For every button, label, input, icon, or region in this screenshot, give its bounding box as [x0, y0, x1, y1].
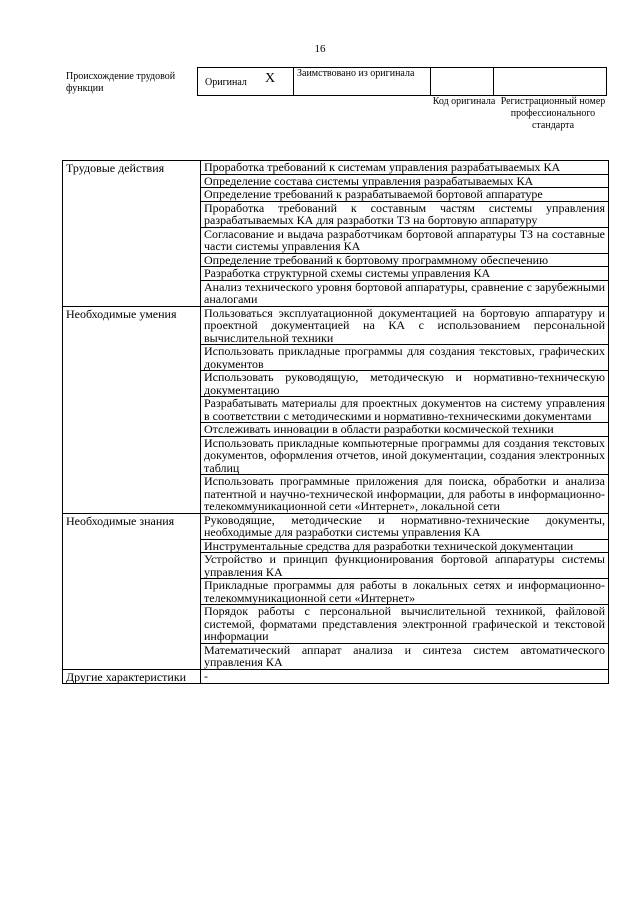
- section-item: Разрабатывать материалы для проектных документов на систему управления в соответствии с методическими и нормативно-техническими документами: [201, 397, 609, 423]
- table-row: [63, 669, 609, 684]
- original-cell: [198, 68, 294, 96]
- section-title: Необходимые умения: [63, 306, 201, 513]
- section-item: Использовать прикладные компьютерные программы для создания текстовых документов, оформления отчетов, иной документации, создания электронных таблиц: [201, 436, 609, 475]
- section-item: Использовать программные приложения для поиска, обработки и анализа патентной и научно-технической информации, для работы в информационно-телекоммуникационной сети «Интернет», локальной сети: [201, 475, 609, 514]
- origin-table: [197, 67, 607, 96]
- code-caption: Код оригинала: [432, 96, 496, 107]
- section-item: -: [201, 669, 609, 684]
- labor-function-table: [62, 160, 609, 684]
- origin-label: Происхождение трудовой функции: [66, 71, 176, 94]
- section-item: Руководящие, методические и нормативно-технические документы, необходимые для разработки системы управления КА: [201, 513, 609, 539]
- table-row: [63, 513, 609, 539]
- original-mark: X: [265, 71, 276, 86]
- borrowed-label: Заимствовано из оригинала: [294, 68, 431, 96]
- section-item: Математический аппарат анализа и синтеза систем автоматического управления КА: [201, 643, 609, 669]
- section-item: Использовать руководящую, методическую и нормативно-техническую документацию: [201, 371, 609, 397]
- section-item: Анализ технического уровня бортовой аппаратуры, сравнение с зарубежными аналогами: [201, 280, 609, 306]
- section-item: Прикладные программы для работы в локальных сетях и информационно-телекоммуникационной сети «Интернет»: [201, 579, 609, 605]
- section-item: Определение состава системы управления разрабатываемых КА: [201, 174, 609, 188]
- original-code-cell: [431, 68, 494, 96]
- table-row: [63, 161, 609, 175]
- page-number: 16: [314, 43, 326, 55]
- section-item: Пользоваться эксплуатационной документацией на бортовую аппаратуру и проектной документацией на КА с использованием персональной вычислительной техники: [201, 306, 609, 345]
- section-item: Использовать прикладные программы для создания текстовых, графических документов: [201, 345, 609, 371]
- section-item: Устройство и принцип функционирования бортовой аппаратуры системы управления КА: [201, 553, 609, 579]
- section-item: Определение требований к разрабатываемой бортовой аппаратуре: [201, 188, 609, 202]
- section-item: Разработка структурной схемы системы управления КА: [201, 267, 609, 281]
- section-item: Отслеживать инновации в области разработки космической техники: [201, 423, 609, 437]
- section-item: Согласование и выдача разработчикам бортовой аппаратуры ТЗ на составные части системы управления КА: [201, 227, 609, 253]
- section-item: Определение требований к бортовому программному обеспечению: [201, 253, 609, 267]
- section-item: Проработка требований к системам управления разрабатываемых КА: [201, 161, 609, 175]
- registration-caption: Регистрационный номер профессионального стандарта: [500, 96, 606, 131]
- section-title: Другие характеристики: [63, 669, 201, 684]
- table-row: [63, 306, 609, 345]
- section-title: Необходимые знания: [63, 513, 201, 669]
- section-item: Проработка требований к составным частям системы управления разрабатываемых КА для разработки ТЗ на бортовую аппаратуру: [201, 201, 609, 227]
- registration-number-cell: [494, 68, 607, 96]
- section-item: Порядок работы с персональной вычислительной техникой, файловой системой, форматами представления электронной графической и текстовой информации: [201, 605, 609, 644]
- original-label: Оригинал: [205, 77, 247, 88]
- section-item: Инструментальные средства для разработки технической документации: [201, 539, 609, 553]
- section-title: Трудовые действия: [63, 161, 201, 307]
